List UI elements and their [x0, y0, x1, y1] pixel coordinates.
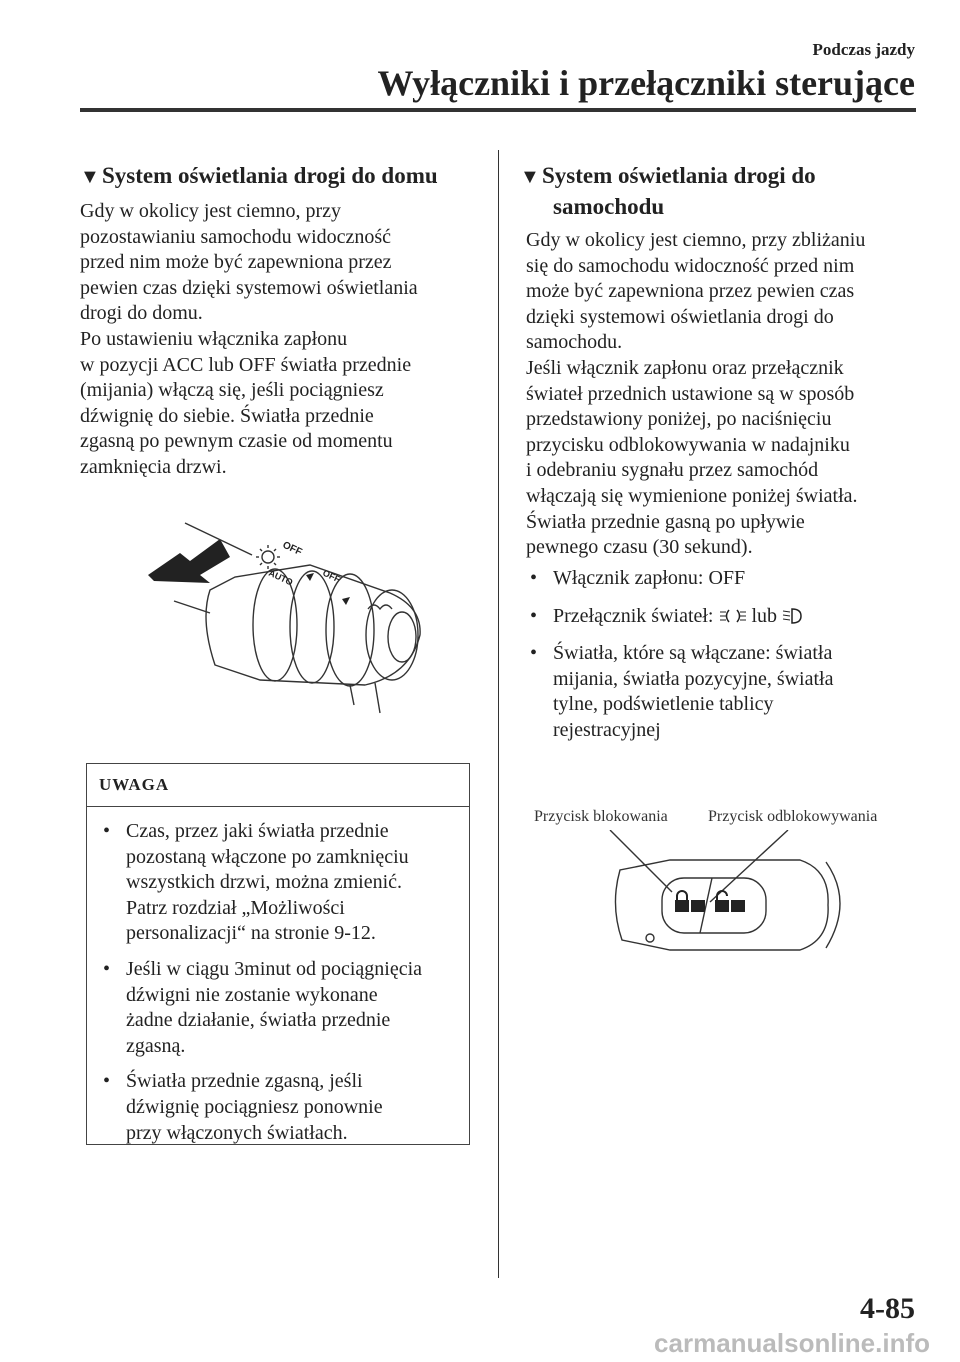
- running-header-section: Podczas jazdy: [812, 40, 915, 59]
- list-item: • Włącznik zapłonu: OFF: [530, 567, 746, 589]
- lever-auto-label: AUTO: [267, 567, 295, 588]
- unlock-button-label: Przycisk odblokowywania: [708, 808, 878, 825]
- page-number: 4-85: [860, 1292, 915, 1325]
- key-fob-illustration: [600, 830, 870, 970]
- triangle-bullet-icon: ▼: [520, 166, 540, 188]
- note-item: • Jeśli w ciągu 3minut od pociągnięcia dźwigni nie zostanie wykonane żadne działanie, światła przednie zgasną.: [103, 957, 423, 1057]
- note-heading: UWAGA: [87, 764, 469, 807]
- car-lighting-description: Gdy w okolicy jest ciemno, przy zbliżaniu się do samochodu widoczność przed nim może być zapewniona przez pewien czas dzięki systemowi oświetlania drogi do samochodu. Jeśli włącznik zapłonu oraz przełącznik świateł przednich ustawione są w sposób przedstawiony poniżej, po naciśnięciu przycisku odblokowywania w nadajniku i odebraniu sygnału przez samochód włączają się wymienione poniżej światła. Światła przednie gasną po upływie pewnego czasu (30 sekund).: [526, 229, 866, 559]
- note-item: • Czas, przez jaki światła przednie pozostaną włączone po zamknięciu wszystkich drzwi, można zmienić. Patrz rozdział „Możliwości personalizacji“ na stronie 9-12.: [103, 820, 409, 945]
- lock-button-label: Przycisk blokowania: [534, 808, 668, 825]
- headlight-lever-illustration: [140, 515, 440, 720]
- lever-off2-label: OFF: [321, 567, 342, 585]
- watermark: carmanualsonline.info: [654, 1328, 930, 1358]
- lock-icon: [675, 891, 705, 912]
- lever-off-label: OFF: [280, 539, 304, 559]
- list-item: • Przełącznik świateł: lub: [526, 604, 926, 630]
- header-divider: [80, 108, 916, 112]
- note-list: [87, 807, 469, 1146]
- pull-arrow-icon: [148, 539, 230, 583]
- home-lighting-description: Gdy w okolicy jest ciemno, przy pozostawianiu samochodu widoczność przed nim może być zapewniona przez pewien czas dzięki systemowi oświetlania drogi do domu. Po ustawieniu włącznika zapłonu w pozycji ACC lub OFF światła przednie (mijania) włączą się, jeśli pociągniesz dźwignię do siebie. Światła przednie zgasną po pewnym czasie od momentu zamknięcia drzwi.: [80, 200, 418, 478]
- section-title-car-lighting: ▼System oświetlania drogi do samochodu: [520, 163, 816, 219]
- conditions-list: [526, 566, 926, 756]
- page-title: Wyłączniki i przełączniki sterujące: [377, 63, 915, 103]
- parking-lights-icon: [719, 607, 747, 625]
- note-box: [86, 763, 470, 1145]
- list-item: • Światła, które są włączane: światła mijania, światła pozycyjne, światła tylne, podświetlenie tablicy rejestracyjnej: [530, 642, 834, 741]
- column-divider: [498, 150, 499, 1278]
- triangle-bullet-icon: ▼: [80, 166, 100, 188]
- section-title-home-lighting: ▼System oświetlania drogi do domu: [80, 161, 490, 192]
- note-item: • Światła przednie zgasną, jeśli dźwignię pociągniesz ponownie przy włączonych światłach.: [103, 1070, 383, 1144]
- low-beam-icon: [782, 607, 804, 625]
